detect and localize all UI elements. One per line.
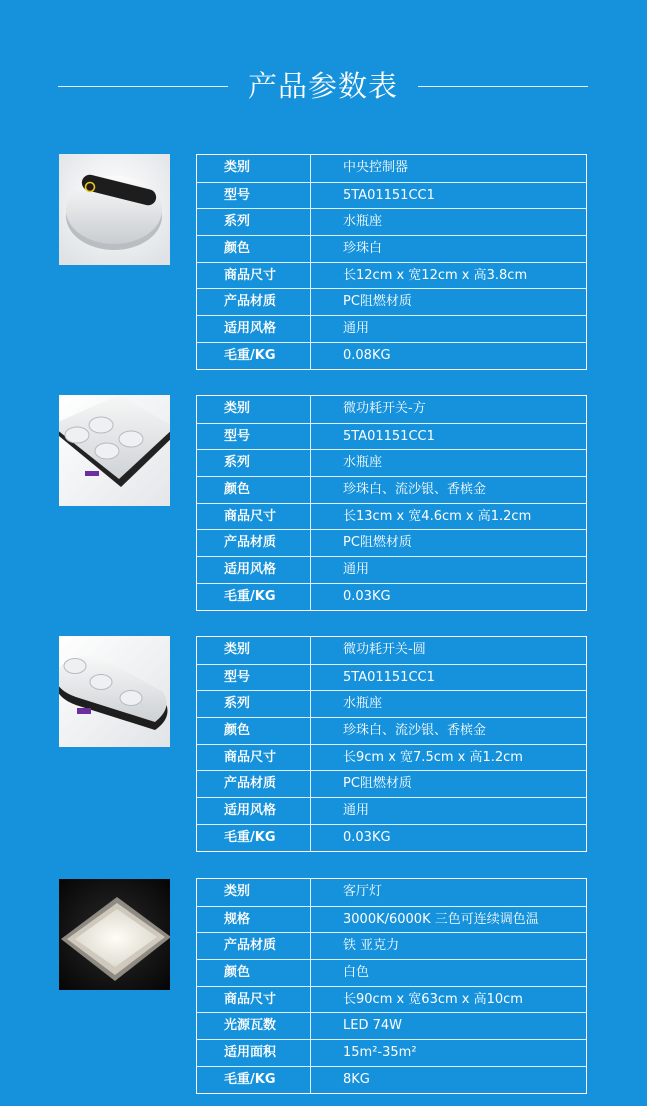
spec-key: 商品尺寸 bbox=[197, 745, 311, 771]
ceiling-light-image bbox=[59, 879, 170, 990]
spec-value: 5TA01151CC1 bbox=[343, 187, 435, 203]
spec-value: 3000K/6000K 三色可连续调色温 bbox=[343, 911, 539, 927]
spec-row bbox=[197, 503, 586, 530]
spec-value: 珍珠白 bbox=[343, 241, 383, 257]
spec-row bbox=[197, 637, 586, 664]
spec-value: 水瓶座 bbox=[343, 214, 383, 230]
spec-value: PC阻燃材质 bbox=[343, 776, 412, 792]
spec-row bbox=[197, 879, 586, 906]
spec-key: 类别 bbox=[197, 879, 311, 906]
page-title: 产品参数表 bbox=[247, 69, 398, 103]
spec-row bbox=[197, 423, 586, 450]
spec-key: 类别 bbox=[197, 155, 311, 182]
spec-value: 通用 bbox=[343, 321, 370, 337]
spec-row bbox=[197, 476, 586, 503]
spec-row bbox=[197, 1039, 586, 1066]
spec-key: 毛重/KG bbox=[197, 1067, 311, 1093]
spec-row bbox=[197, 315, 586, 342]
spec-row bbox=[197, 770, 586, 797]
spec-value: 通用 bbox=[343, 803, 370, 819]
spec-key: 颜色 bbox=[197, 960, 311, 986]
spec-row bbox=[197, 986, 586, 1013]
spec-key: 商品尺寸 bbox=[197, 987, 311, 1013]
spec-key: 毛重/KG bbox=[197, 825, 311, 851]
spec-row bbox=[197, 449, 586, 476]
spec-row bbox=[197, 717, 586, 744]
spec-value: 中央控制器 bbox=[343, 160, 409, 175]
spec-key: 毛重/KG bbox=[197, 584, 311, 610]
page-header bbox=[0, 62, 647, 110]
spec-row bbox=[197, 690, 586, 717]
spec-value: 微功耗开关-方 bbox=[343, 401, 426, 416]
spec-key: 适用风格 bbox=[197, 316, 311, 342]
spec-key: 颜色 bbox=[197, 477, 311, 503]
spec-value: 5TA01151CC1 bbox=[343, 428, 435, 444]
spec-value: 白色 bbox=[343, 965, 370, 981]
spec-value: 5TA01151CC1 bbox=[343, 669, 435, 685]
spec-key: 产品材质 bbox=[197, 771, 311, 797]
spec-row bbox=[197, 182, 586, 209]
spec-table bbox=[196, 878, 587, 1094]
spec-key: 型号 bbox=[197, 665, 311, 691]
spec-key: 规格 bbox=[197, 907, 311, 933]
spec-row bbox=[197, 744, 586, 771]
spec-value: 15m²-35m² bbox=[343, 1045, 417, 1061]
spec-key: 适用面积 bbox=[197, 1040, 311, 1066]
spec-table bbox=[196, 154, 587, 370]
spec-row bbox=[197, 824, 586, 851]
header-divider-left bbox=[58, 86, 228, 87]
spec-row bbox=[197, 906, 586, 933]
spec-row bbox=[197, 664, 586, 691]
spec-key: 系列 bbox=[197, 209, 311, 235]
spec-key: 适用风格 bbox=[197, 557, 311, 583]
spec-value: 长13cm x 宽4.6cm x 高1.2cm bbox=[343, 508, 532, 524]
spec-key: 颜色 bbox=[197, 718, 311, 744]
spec-value: 微功耗开关-圆 bbox=[343, 642, 426, 657]
spec-key: 适用风格 bbox=[197, 798, 311, 824]
spec-value: LED 74W bbox=[343, 1018, 402, 1034]
spec-row bbox=[197, 797, 586, 824]
spec-row bbox=[197, 529, 586, 556]
spec-value: 珍珠白、流沙银、香槟金 bbox=[343, 482, 487, 498]
spec-value: 长9cm x 宽7.5cm x 高1.2cm bbox=[343, 749, 523, 765]
spec-value: 客厅灯 bbox=[343, 884, 383, 899]
header-divider-right bbox=[418, 86, 588, 87]
round-switch-image bbox=[59, 636, 170, 747]
spec-value: PC阻燃材质 bbox=[343, 294, 412, 310]
spec-row bbox=[197, 396, 586, 423]
spec-table bbox=[196, 636, 587, 852]
spec-value: 长12cm x 宽12cm x 高3.8cm bbox=[343, 267, 528, 283]
spec-row bbox=[197, 155, 586, 182]
square-switch-image bbox=[59, 395, 170, 506]
spec-key: 系列 bbox=[197, 691, 311, 717]
spec-key: 商品尺寸 bbox=[197, 263, 311, 289]
spec-row bbox=[197, 1012, 586, 1039]
central-controller-image bbox=[59, 154, 170, 265]
spec-key: 类别 bbox=[197, 637, 311, 664]
spec-key: 产品材质 bbox=[197, 289, 311, 315]
spec-row bbox=[197, 1066, 586, 1093]
spec-value: 水瓶座 bbox=[343, 455, 383, 471]
spec-row bbox=[197, 556, 586, 583]
spec-key: 类别 bbox=[197, 396, 311, 423]
spec-value: 水瓶座 bbox=[343, 696, 383, 712]
spec-value: 长90cm x 宽63cm x 高10cm bbox=[343, 991, 523, 1007]
spec-value: PC阻燃材质 bbox=[343, 535, 412, 551]
spec-value: 0.03KG bbox=[343, 829, 391, 845]
spec-value: 0.03KG bbox=[343, 588, 391, 604]
spec-value: 铁 亚克力 bbox=[343, 938, 400, 954]
spec-key: 毛重/KG bbox=[197, 343, 311, 369]
spec-key: 光源瓦数 bbox=[197, 1013, 311, 1039]
spec-row bbox=[197, 288, 586, 315]
spec-key: 型号 bbox=[197, 424, 311, 450]
spec-row bbox=[197, 208, 586, 235]
spec-table bbox=[196, 395, 587, 611]
spec-value: 0.08KG bbox=[343, 347, 391, 363]
spec-value: 珍珠白、流沙银、香槟金 bbox=[343, 723, 487, 739]
spec-row bbox=[197, 583, 586, 610]
spec-key: 型号 bbox=[197, 183, 311, 209]
spec-row bbox=[197, 959, 586, 986]
spec-key: 颜色 bbox=[197, 236, 311, 262]
spec-row bbox=[197, 342, 586, 369]
spec-row bbox=[197, 235, 586, 262]
spec-key: 产品材质 bbox=[197, 530, 311, 556]
spec-value: 8KG bbox=[343, 1071, 370, 1087]
spec-key: 系列 bbox=[197, 450, 311, 476]
spec-value: 通用 bbox=[343, 562, 370, 578]
spec-row bbox=[197, 262, 586, 289]
spec-row bbox=[197, 932, 586, 959]
spec-key: 商品尺寸 bbox=[197, 504, 311, 530]
spec-key: 产品材质 bbox=[197, 933, 311, 959]
